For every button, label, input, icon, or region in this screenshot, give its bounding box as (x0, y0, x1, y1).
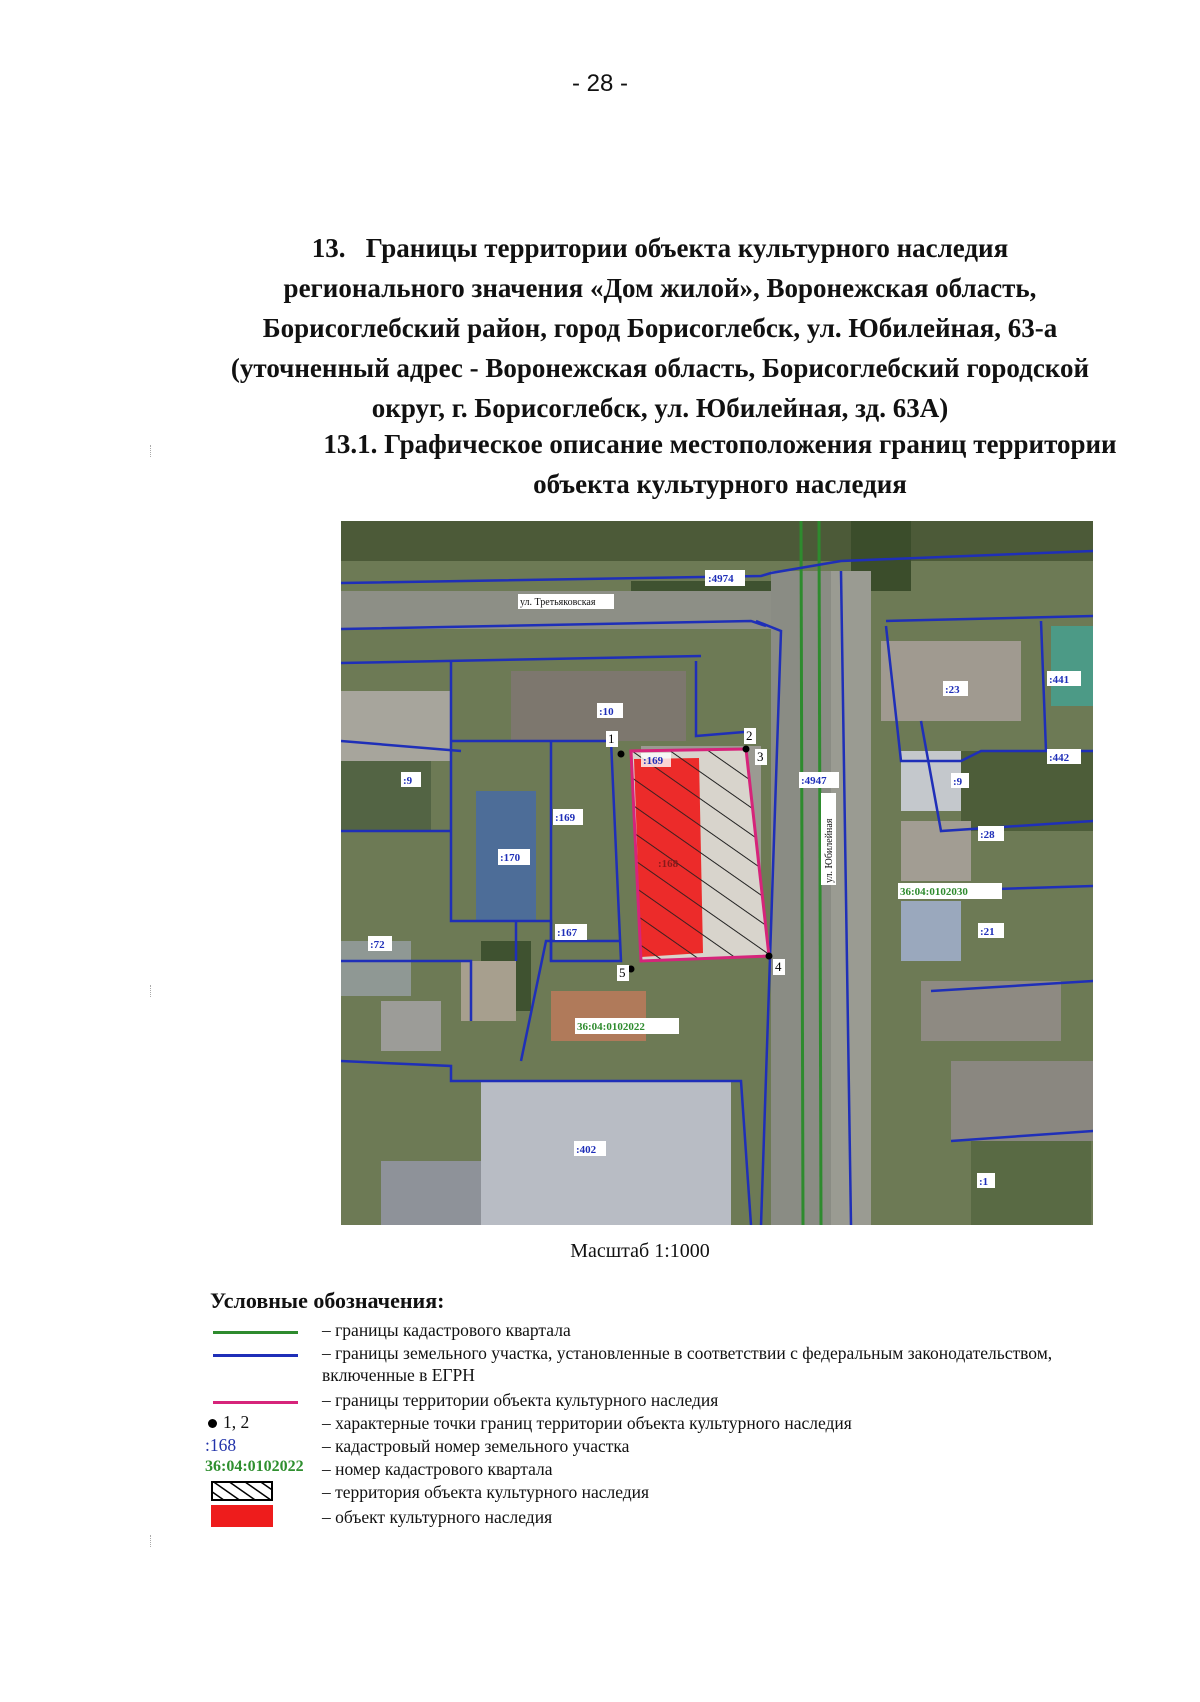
heading-line: округ, г. Борисоглебск, ул. Юбилейная, зд. 63А) (371, 393, 949, 423)
svg-text:36:04:0102022: 36:04:0102022 (577, 1021, 645, 1033)
quarter-boundary (801, 521, 803, 1225)
magenta-line-symbol (213, 1401, 298, 1404)
heading-line: Борисоглебский район, город Борисоглебск, ул. Юбилейная, 63-а (262, 313, 1058, 343)
legend-item-heritage-territory: – территория объекта культурного наследия (205, 1480, 1105, 1505)
svg-text::10: :10 (599, 706, 614, 718)
heading-line: (уточненный адрес - Воронежская область, Борисоглебский городской (230, 353, 1090, 383)
red-fill-symbol (211, 1505, 273, 1527)
building (951, 1061, 1093, 1141)
svg-text::72: :72 (370, 939, 385, 951)
green-line-symbol (213, 1331, 298, 1334)
cadastral-map (341, 521, 1093, 1225)
heading-line: объекта культурного наследия (533, 469, 907, 499)
svg-text::21: :21 (980, 926, 995, 938)
svg-text::4974: :4974 (708, 573, 734, 585)
building (381, 1161, 481, 1225)
legend-title: Условные обозначения: (210, 1288, 445, 1313)
legend-item-heritage-object: – объект культурного наследия (205, 1505, 1105, 1530)
svg-text::170: :170 (500, 852, 521, 864)
blue-line-symbol (213, 1354, 298, 1357)
building (461, 961, 516, 1021)
scan-artifact (150, 445, 153, 457)
svg-text:ул. Юбилейная: ул. Юбилейная (824, 818, 835, 883)
point-dot-icon (208, 1419, 217, 1428)
svg-text::169: :169 (643, 755, 664, 767)
svg-text::9: :9 (403, 775, 413, 787)
building (381, 1001, 441, 1051)
svg-text::28: :28 (980, 829, 995, 841)
heading-line: регионального значения «Дом жилой», Воронежская область, (283, 273, 1037, 303)
legend-item-parcel-boundary: – границы земельного участка, установленные в соответствии с федеральным законодательством, включенные в ЕГРН (205, 1341, 1105, 1388)
svg-text::167: :167 (557, 927, 578, 939)
legend-item-quarter-boundary: – границы кадастрового квартала (205, 1318, 1105, 1341)
svg-text::9: :9 (953, 776, 963, 788)
svg-text::168: :168 (658, 858, 679, 870)
svg-text::1: :1 (979, 1176, 989, 1188)
svg-text::402: :402 (576, 1144, 597, 1156)
heading-line: 13. Границы территории объекта культурного наследия (311, 233, 1009, 263)
legend-item-heritage-boundary: – границы территории объекта культурного наследия (205, 1388, 1105, 1411)
legend-item-quarter-number: 36:04:0102022 – номер кадастрового квартала (205, 1458, 553, 1479)
svg-text::441: :441 (1049, 674, 1070, 686)
scan-artifact (150, 1535, 153, 1547)
section-13-heading (200, 228, 1120, 428)
svg-text:1: 1 (608, 731, 615, 746)
building (1051, 626, 1093, 706)
svg-text::442: :442 (1049, 752, 1070, 764)
legend-item-parcel-number: :168 – кадастровый номер земельного участка (205, 1435, 630, 1456)
svg-text:5: 5 (619, 965, 626, 980)
legend-item-characteristic-points: 1, 2 – характерные точки границ территории объекта культурного наследия (205, 1411, 1105, 1434)
svg-text:36:04:0102030: 36:04:0102030 (900, 886, 968, 898)
svg-text:4: 4 (775, 959, 782, 974)
svg-text::23: :23 (945, 684, 960, 696)
svg-text:2: 2 (746, 728, 753, 743)
building (901, 901, 961, 961)
scale-caption: Масштаб 1:1000 (570, 1240, 710, 1262)
page-number: - 28 - (571, 70, 628, 97)
svg-text::4947: :4947 (801, 775, 827, 787)
legend (205, 1318, 1105, 1530)
quarter-boundary (819, 521, 821, 1225)
hatched-territory-symbol (211, 1481, 273, 1501)
svg-text:ул. Третьяковская: ул. Третьяковская (520, 597, 596, 608)
building (341, 691, 451, 761)
scan-artifact (150, 985, 153, 997)
svg-text::169: :169 (555, 812, 576, 824)
svg-text:3: 3 (757, 749, 764, 764)
heading-line: 13.1. Графическое описание местоположения границ территории (323, 429, 1117, 459)
section-13-1-heading (280, 424, 1160, 504)
